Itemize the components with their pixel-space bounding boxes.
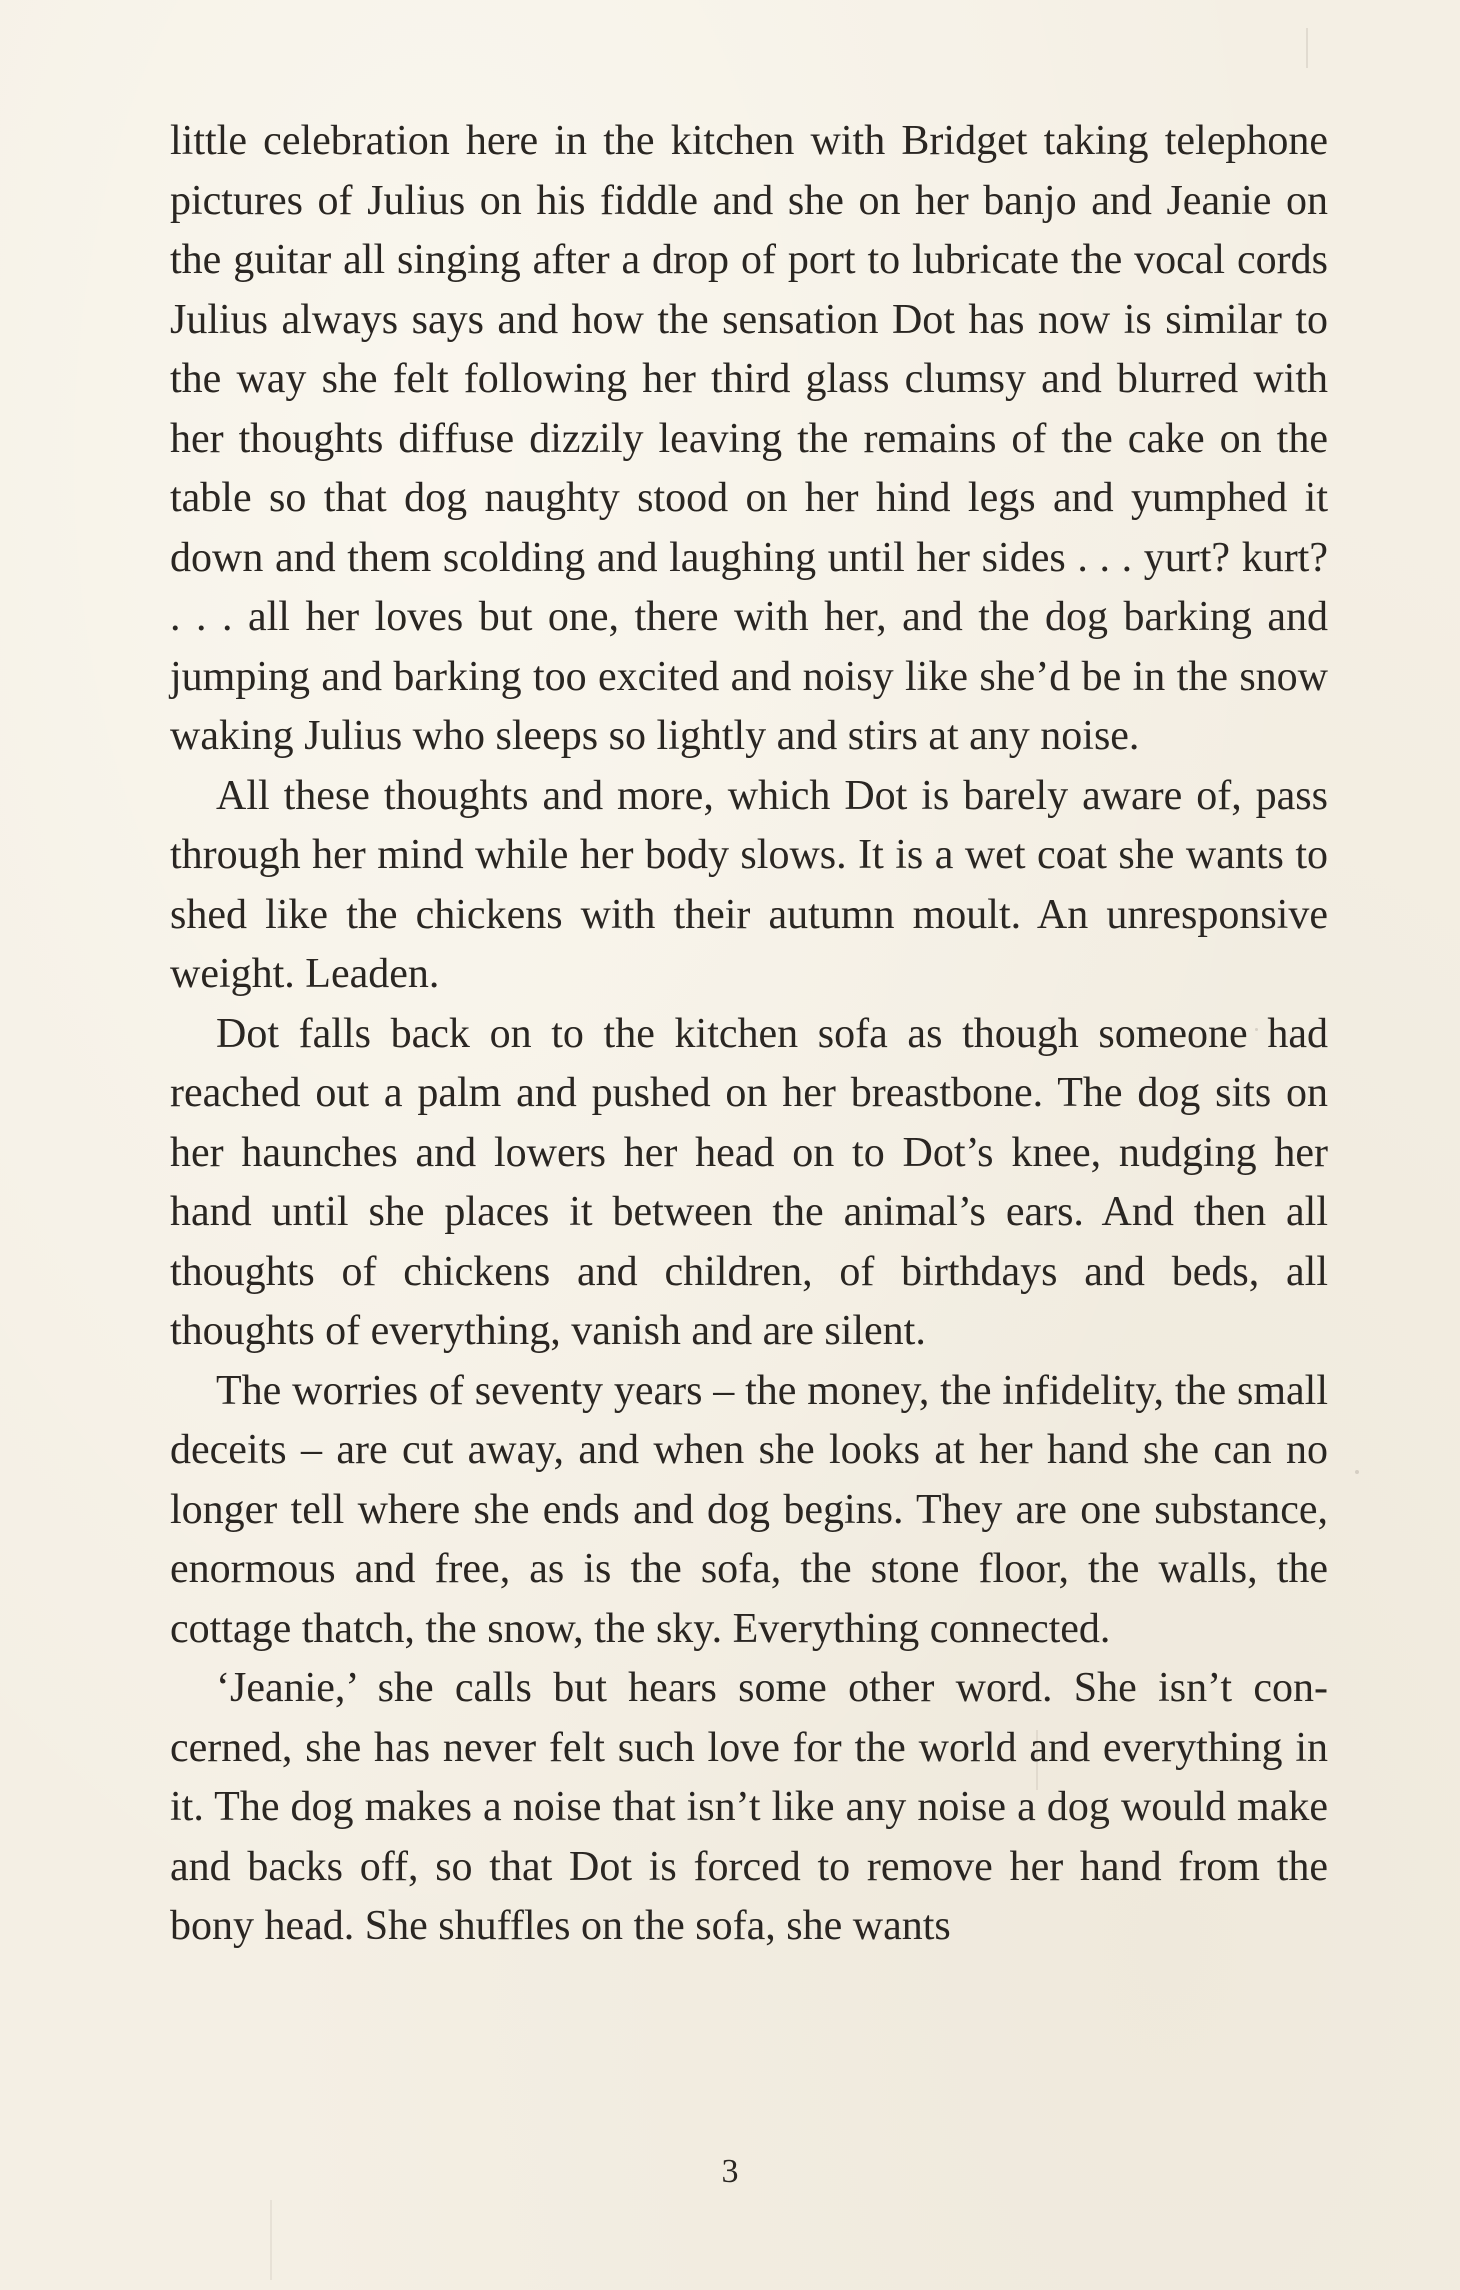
paragraph-2: All these thoughts and more, which Dot is barely aware of, pass through her mind while her body slows. It is a wet coat she wants to shed like the chickens with their autumn moult. An unresponsive weight. Leaden.: [170, 772, 1328, 997]
page-number: 3: [721, 2153, 739, 2190]
scan-mark: [1355, 1470, 1359, 1474]
scan-mark: [1306, 28, 1308, 68]
paragraph-4: The worries of seventy years – the money, the infidelity, the small deceits – are cut away, and when she looks at her hand she can no longer tell where she ends and dog begins. They are one substance, enormous and free, as is the sofa, the stone floor, the walls, the cottage thatch, the snow, the sky. Everything connected.: [170, 1367, 1328, 1652]
paragraph-5: ‘Jeanie,’ she calls but hears some other word. She isn’t concerned, she has never felt such love for the world and everything in it. The dog makes a noise that isn’t like any noise a dog would make and backs off, so that Dot is forced to remove her hand from the bony head. She shuffles on the sofa, she wants: [170, 1665, 1328, 1949]
paragraph-3: Dot falls back on to the kitchen sofa as though someone had reached out a palm and pushed on her breastbone. The dog sits on her haunches and lowers her head on to Dot’s knee, nudging her hand until she places it between the animal’s ears. And then all thoughts of chickens and children, of birthdays and beds, all thoughts of everything, vanish and are silent.: [170, 1010, 1328, 1354]
paragraph-1: little celebration here in the kitchen with Bridget taking telephone pictures of Julius on his fiddle and she on her banjo and Jeanie on the guitar all singing after a drop of port to lubricate the vocal cords Julius always says and how the sensation Dot has now is similar to the way she felt following her third glass clumsy and blurred with her thoughts diffuse dizzily leaving the remains of the cake on the table so that dog naughty stood on her hind legs and yumphed it down and them scolding and laughing until her sides . . . yurt? kurt? . . . all her loves but one, there with her, and the dog barking and jumping and barking too excited and noisy like she’d be in the snow waking Julius who sleeps so lightly and stirs at any noise.: [170, 118, 1328, 759]
body-text: [170, 112, 1328, 1957]
scan-mark: [270, 2200, 272, 2280]
